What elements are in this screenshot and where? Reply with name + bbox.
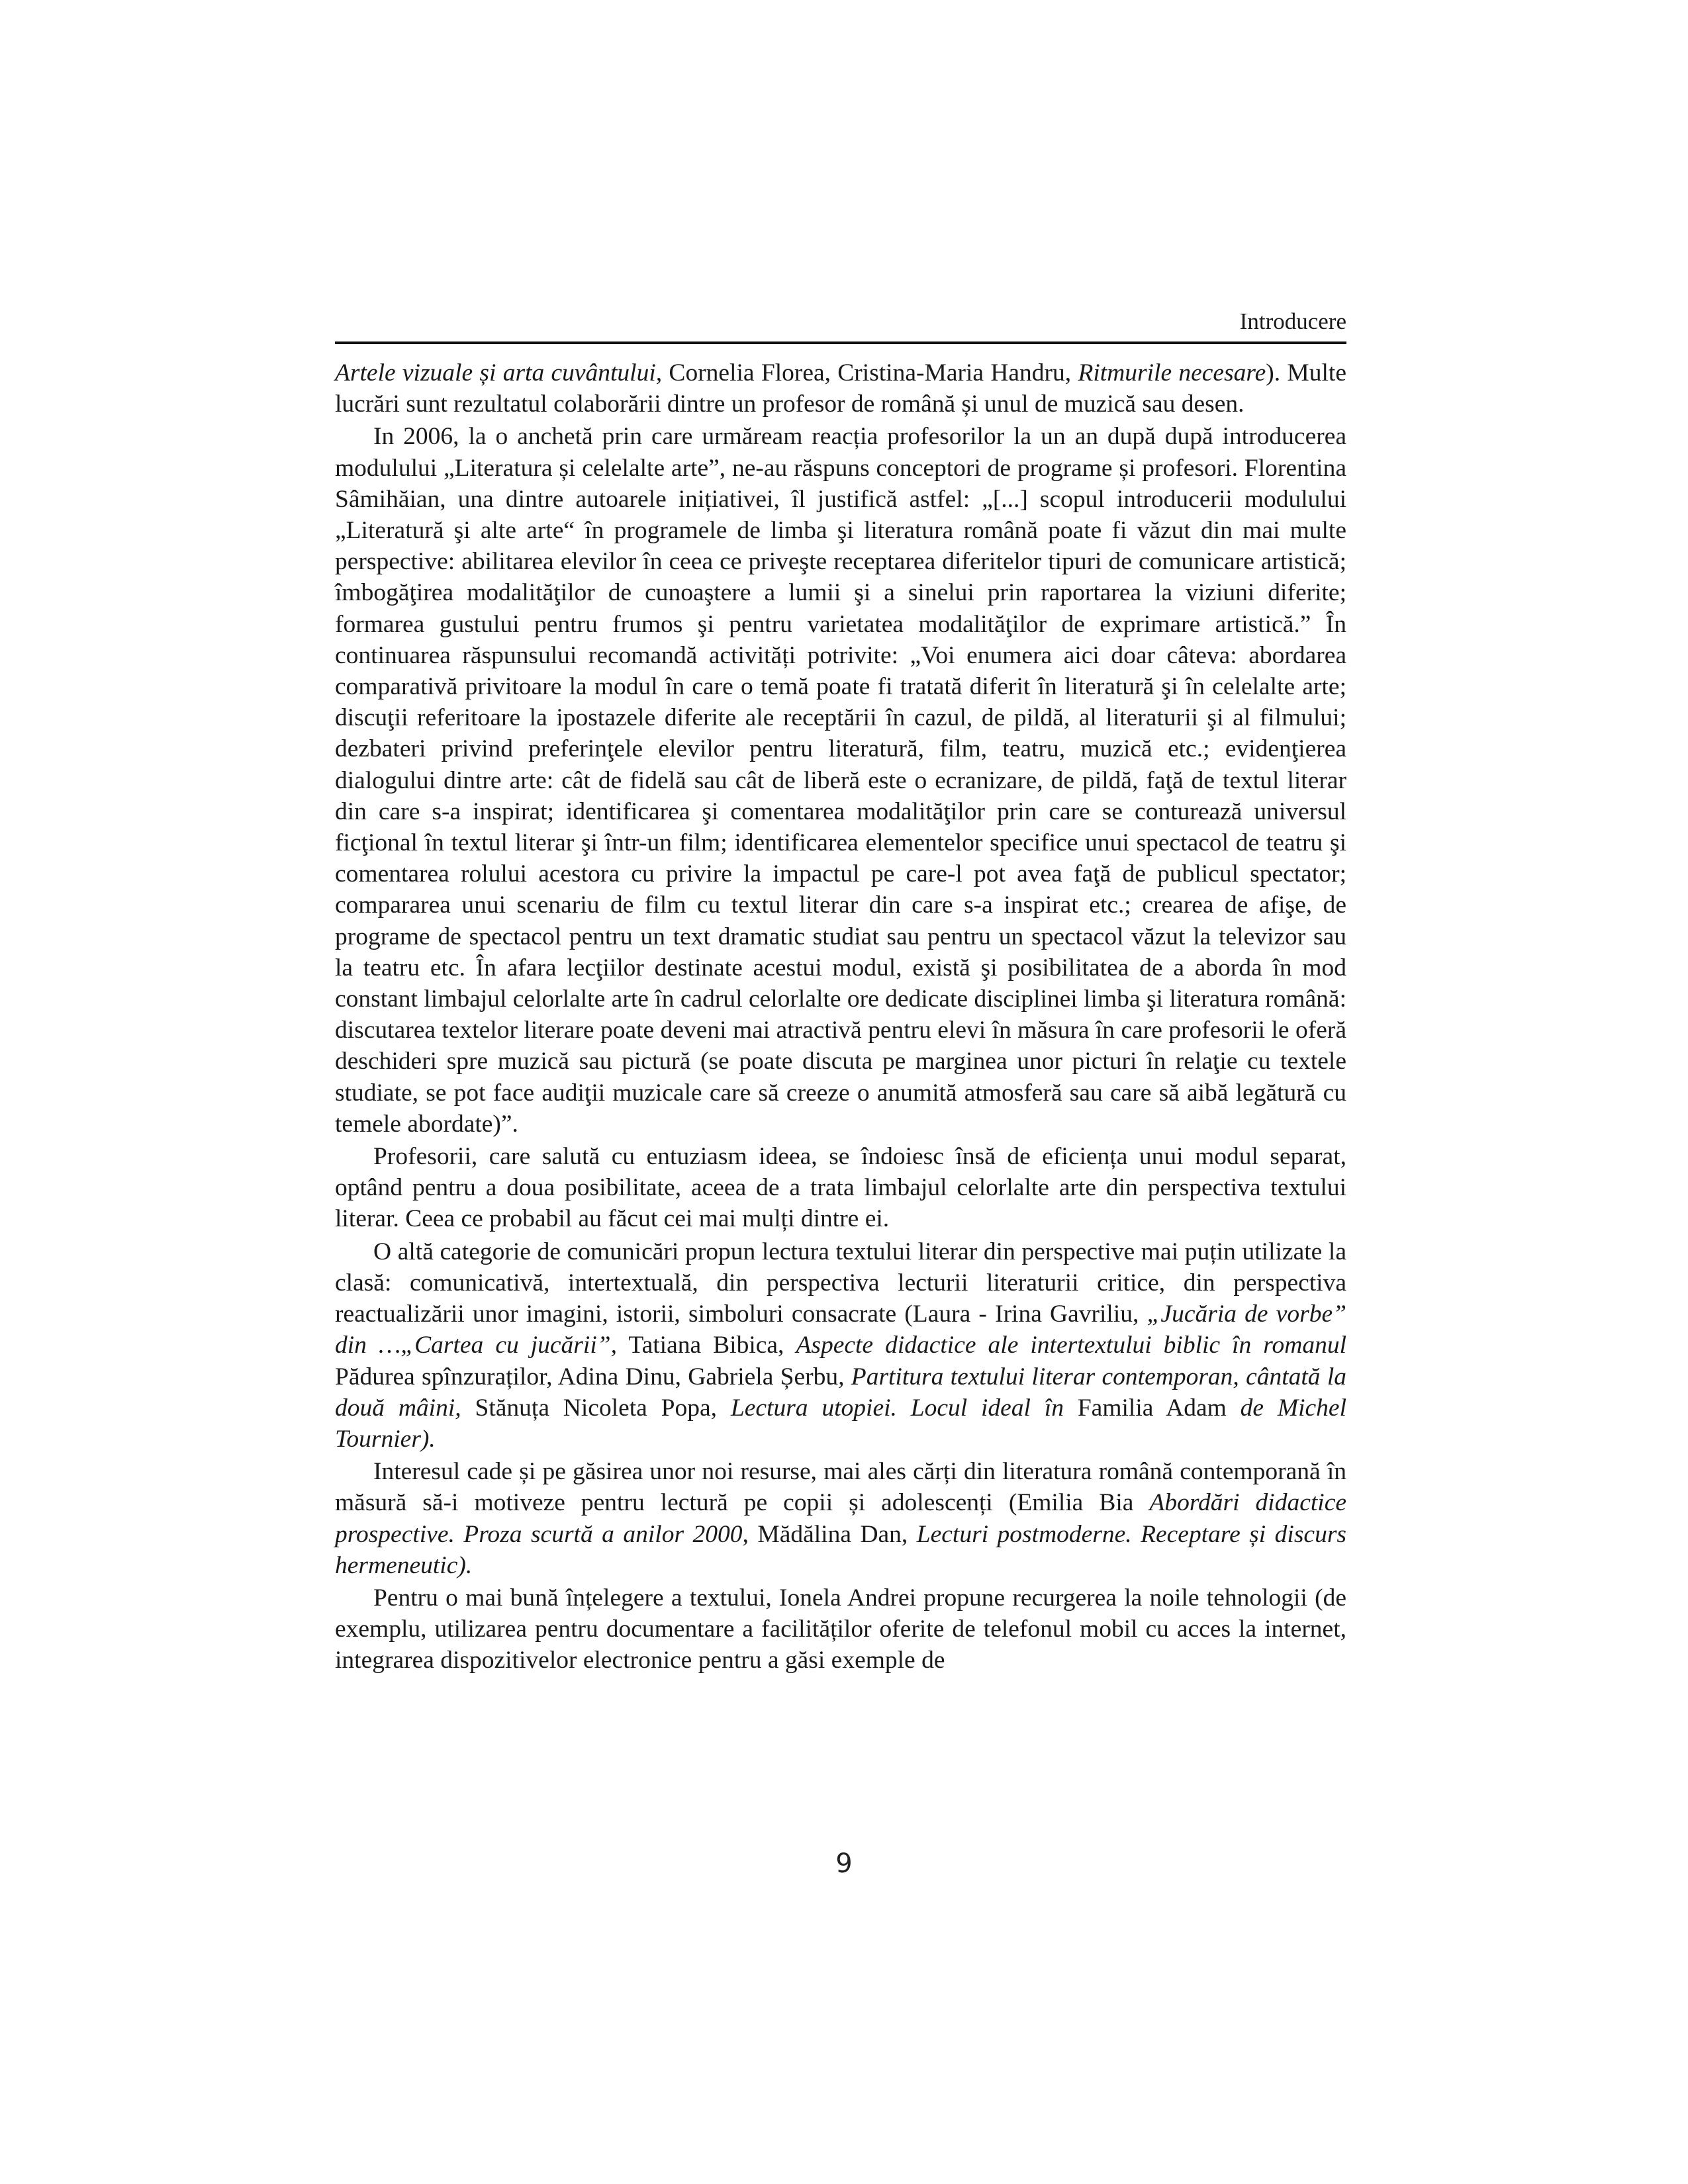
text-run: Tatiana Bibica,: [616, 1332, 796, 1359]
text-run: Stănuța Nicoleta Popa,: [461, 1394, 731, 1422]
paragraph: [335, 1236, 1346, 1455]
text-run: Pentru o mai bună înțelegere a textului, Ionela Andrei propune recurgerea la noile tehnologii (de exemplu, utilizarea pentru documentare a facilităților oferite de telefonul mobil cu acces la internet, integrarea dispozitivelor electronice pentru a găsi exemple de: [335, 1584, 1346, 1674]
header-rule: [335, 341, 1346, 344]
body-text: [335, 357, 1346, 1676]
italic-text-run: , Partitura textului literar contemporan, cântată la două mâini,: [335, 1363, 1346, 1422]
paragraph: [335, 1456, 1346, 1581]
paragraph: [335, 421, 1346, 1140]
italic-text-run: Lectura utopiei. Locul ideal în: [730, 1394, 1064, 1422]
italic-text-run: Lecturi postmoderne. Receptare și discurs hermeneutic).: [335, 1520, 1347, 1579]
text-run: ). Multe lucrări sunt rezultatul colaborării dintre un profesor de română și unul de muzică sau desen.: [335, 359, 1346, 418]
paragraph: [335, 357, 1346, 420]
italic-text-run: Artele vizuale și arta cuvântului,: [335, 359, 663, 387]
text-run: Pădurea spînzuraților, Adina Dinu, Gabriela Șerbu: [335, 1363, 839, 1390]
italic-text-run: „Jucăria de vorbe” din …„Cartea cu jucării”,: [335, 1300, 1346, 1359]
italic-text-run: Aspecte didactice ale intertextului biblic în romanul: [796, 1332, 1346, 1359]
italic-text-run: Ritmurile necesare: [1078, 359, 1266, 387]
running-header: Introducere: [1239, 308, 1346, 334]
italic-text-run: de Michel Tournier).: [335, 1394, 1346, 1453]
paragraph: [335, 1582, 1346, 1676]
text-run: Profesorii, care salută cu entuziasm ideea, se îndoiesc însă de eficiența unui modul separat, optând pentru a doua posibilitate, aceea de a trata limbajul celorlalte arte din perspectiva textului literar. Ceea ce probabil au făcut cei mai mulți dintre ei.: [335, 1143, 1346, 1233]
text-run: In 2006, la o anchetă prin care urmăream reacția profesorilor la un an după după introducerea modulului „Literatura și celelalte arte”, ne-au răspuns conceptori de programe și profesori. Florentina Sâmihăian, una dintre autoarele inițiativei, îl justifică astfel: „[...] scopul introducerii modulului „Literatură şi alte arte“ în programele de limba şi literatura română poate fi văzut din mai multe perspective: abilitarea elevilor în ceea ce priveşte receptarea diferitelor tipuri de comunicare artistică; îmbogăţirea modalităţilor de cunoaştere a lumii şi a sinelui prin raportarea la viziuni diferite; formarea gustului pentru frumos şi pentru varietatea modalităţilor de exprimare artistică.” În continuarea răspunsului recomandă activități potrivite: „Voi enumera aici doar câteva: abordarea comparativă privitoare la modul în care o temă poate fi tratată diferit în literatură şi în celelalte arte; discuţii referitoare la ipostazele diferite ale receptării în cazul, de pildă, al literaturii şi al filmului; dezbateri privind preferinţele elevilor pentru literatură, film, teatru, muzică etc.; evidenţierea dialogului dintre arte: cât de fidelă sau cât de liberă este o ecranizare, de pildă, faţă de textul literar din care s-a inspirat; identificarea şi comentarea modalităţilor prin care se conturează universul ficţional în textul literar şi într-un film; identificarea elementelor specifice unui spectacol de teatru şi comentarea rolului acestora cu privire la impactul pe care-l pot avea faţă de publicul spectator; compararea unui scenariu de film cu textul literar din care s-a inspirat etc.; crearea de afişe, de programe de spectacol pentru un text dramatic studiat sau pentru un spectacol văzut la televizor sau la teatru etc. În afara lecţiilor destinate acestui modul, există şi posibilitatea de a aborda în mod constant limbajul celorlalte arte în cadrul celorlalte ore dedicate disciplinei limba şi literatura română: discutarea textelor literare poate deveni mai atractivă pentru elevi în măsura în care profesorii le oferă deschideri spre muzică sau pictură (se poate discuta pe marginea unor picturi în relaţie cu textele studiate, se pot face audiţii muzicale care să creeze o anumită atmosferă sau care să aibă legătură cu temele abordate)”.: [335, 423, 1346, 1138]
page-number: 9: [835, 1848, 853, 1879]
text-run: Mădălina Dan,: [748, 1520, 917, 1548]
italic-text-run: Abordări didactice prospective. Proza scurtă a anilor 2000,: [335, 1489, 1346, 1548]
text-run: Interesul cade și pe găsirea unor noi resurse, mai ales cărți din literatura română contemporană în măsură să-i motiveze pentru lectură pe copii și adolescenți (Emilia Bia: [335, 1458, 1346, 1517]
text-run: Cornelia Florea, Cristina-Maria Handru,: [662, 359, 1078, 387]
text-run: Familia Adam: [1063, 1394, 1241, 1422]
text-run: O altă categorie de comunicări propun lectura textului literar din perspective mai puțin utilizate la clasă: comunicativă, intertextuală, din perspectiva lecturii literaturii critice, din perspectiva reactualizării unor imagini, istorii, simboluri consacrate (Laura - Irina Gavriliu,: [335, 1238, 1346, 1328]
paragraph: [335, 1141, 1346, 1235]
